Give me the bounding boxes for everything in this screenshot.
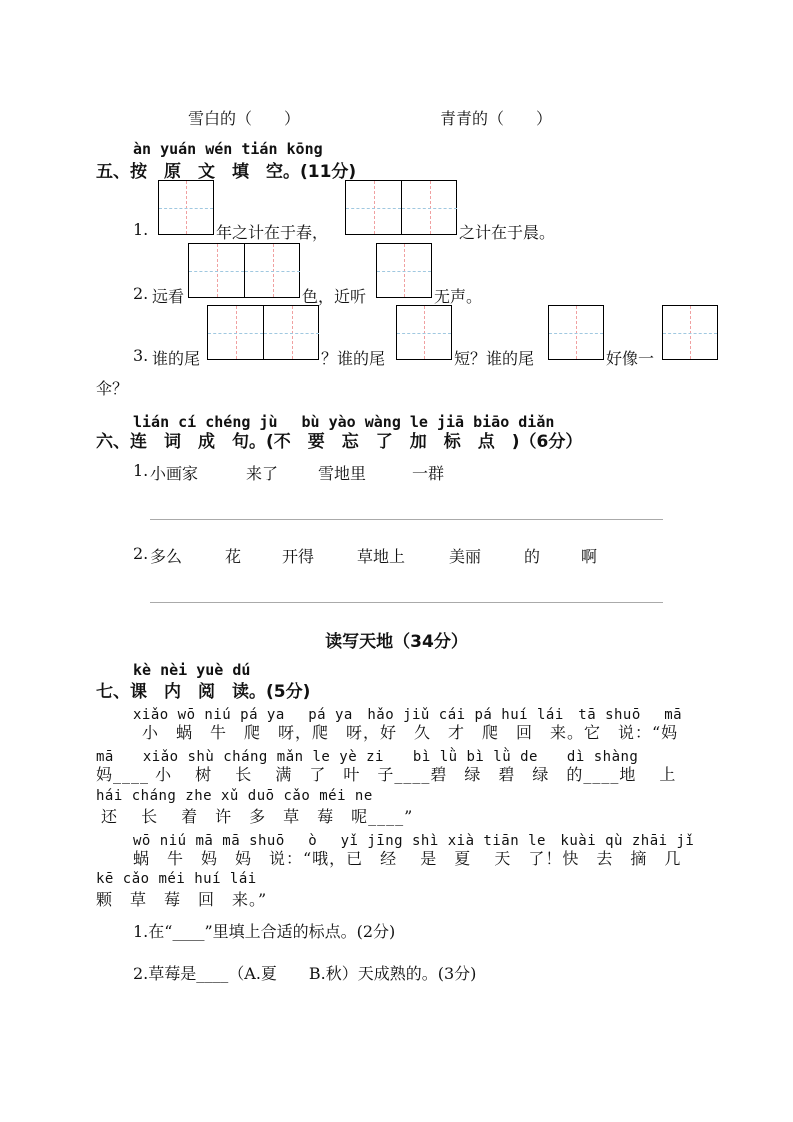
- word-item: 一群: [412, 464, 445, 483]
- sec5-pinyin: àn yuán wén tián kōng: [133, 140, 323, 158]
- answer-line[interactable]: [150, 602, 663, 603]
- writing-box[interactable]: [548, 305, 604, 360]
- sec5-q3-text4: 伞？: [96, 379, 129, 398]
- writing-box[interactable]: [662, 305, 718, 360]
- part-title: 读写天地（34分）: [325, 632, 468, 652]
- sec5-q1-text2: 之计在于晨。: [459, 223, 556, 242]
- sec7-pinyin: kè nèi yuè dú: [133, 661, 251, 679]
- sec6-pinyin: lián cí chéng jù bù yào wàng le jiā biāo diǎn: [133, 413, 555, 431]
- writing-box[interactable]: [158, 180, 214, 235]
- passage-line: 蜗 牛 妈 妈 说：“哦，已 经 是 夏 天 了！快 去 摘 几: [133, 849, 682, 868]
- passage-line: 小 蜗 牛 爬 呀，爬 呀，好 久 才 爬 回 来。它 说：“妈: [142, 723, 679, 742]
- writing-box[interactable]: [188, 243, 300, 298]
- passage-pinyin: mā xiǎo shù cháng mǎn le yè zi bì lǜ bì lǜ de dì shàng: [96, 749, 639, 765]
- sec6-q1-num: 1.: [133, 461, 149, 480]
- sec7-title: 七、课 内 阅 读。(5分): [96, 682, 311, 702]
- word-item: 小画家: [150, 464, 199, 483]
- sec5-q2-text2: 无声。: [434, 287, 483, 306]
- passage-line: 还 长 着 许 多 草 莓 呢____”: [101, 807, 414, 826]
- fill-blank-xuebai: 雪白的（ ）: [188, 109, 301, 128]
- sec5-q2-text1: 色，近听: [302, 287, 367, 306]
- word-item: 来了: [246, 464, 279, 483]
- writing-box[interactable]: [345, 180, 457, 235]
- sec5-q1-text1: 年之计在于春，: [216, 223, 329, 242]
- passage-pinyin: xiǎo wō niú pá ya pá ya hǎo jiǔ cái pá huí lái tā shuō mā: [133, 707, 683, 723]
- word-item: 多么: [150, 547, 183, 566]
- writing-box[interactable]: [207, 305, 319, 360]
- word-item: 草地上: [357, 547, 406, 566]
- word-item: 开得: [282, 547, 315, 566]
- sec6-q2-num: 2.: [133, 544, 149, 563]
- fill-blank-qingqing: 青青的（ ）: [440, 109, 553, 128]
- sec5-title: 五、按 原 文 填 空。(11分): [96, 162, 357, 182]
- word-item: 的: [524, 547, 541, 566]
- word-item: 美丽: [449, 547, 482, 566]
- sec5-q3-text3: 好像一: [606, 349, 655, 368]
- sec5-q3-text0: 谁的尾: [152, 349, 201, 368]
- writing-box[interactable]: [396, 305, 452, 360]
- word-item: 雪地里: [318, 464, 367, 483]
- sec7-question-2: 2.草莓是____（A.夏 B.秋）天成熟的。(3分): [133, 964, 477, 983]
- sec5-q2-text0: 远看: [152, 287, 185, 306]
- answer-line[interactable]: [150, 519, 663, 520]
- passage-line: 妈____ 小 树 长 满 了 叶 子____碧 绿 碧 绿 的____地 上: [96, 765, 677, 784]
- sec5-q3-text2: 短？谁的尾: [454, 349, 535, 368]
- sec6-title: 六、连 词 成 句。(不 要 忘 了 加 标 点 )（6分）: [96, 432, 583, 452]
- passage-line: 颗 草 莓 回 来。”: [96, 890, 268, 909]
- sec5-q1-num: 1.: [133, 220, 149, 239]
- sec5-q3-num: 3.: [133, 346, 149, 365]
- word-item: 啊: [581, 547, 598, 566]
- writing-box[interactable]: [376, 243, 432, 298]
- passage-pinyin: wō niú mā mā shuō ò yǐ jīng shì xià tiān le kuài qù zhāi jǐ: [133, 833, 695, 849]
- sec5-q2-num: 2.: [133, 284, 149, 303]
- passage-pinyin: hái cháng zhe xǔ duō cǎo méi ne: [96, 788, 373, 804]
- sec5-q3-text1: ？谁的尾: [321, 349, 386, 368]
- word-item: 花: [225, 547, 242, 566]
- sec7-question-1: 1.在“____”里填上合适的标点。(2分): [133, 922, 396, 941]
- passage-pinyin: kē cǎo méi huí lái: [96, 871, 257, 887]
